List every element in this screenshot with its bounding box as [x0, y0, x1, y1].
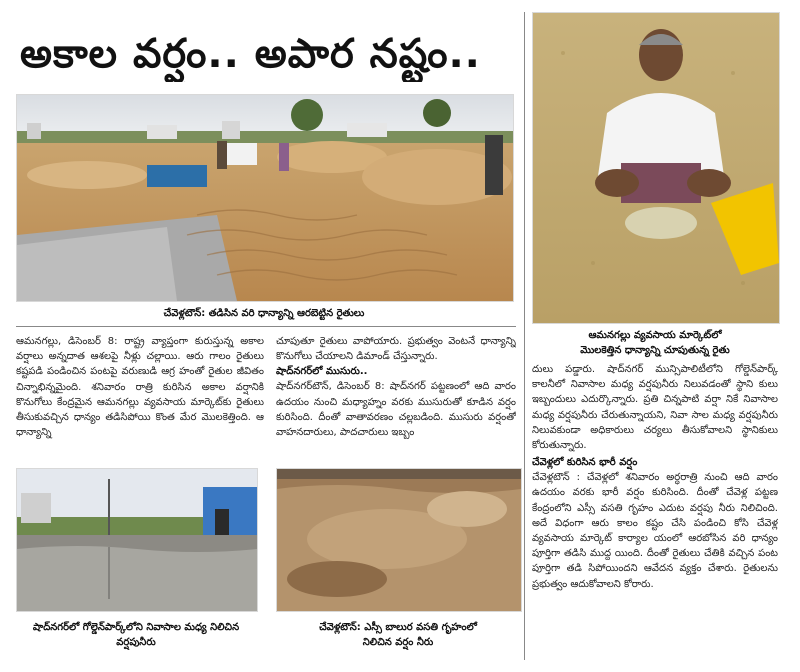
caption-right-line-2: మొలకెత్తిన ధాన్యాన్ని చూపుతున్న రైతు: [580, 345, 730, 356]
photo-farmer-sprouted-grain: [532, 12, 780, 324]
drying-paddy-image: [17, 95, 513, 301]
col2-paragraph-1: చూపుతూ రైతులు వాపోయారు. ప్రభుత్వం వెంటనే ధాన్యాన్ని కొనుగోలు చేయాలని డిమాండ్ చేస్తున్నారు.: [276, 336, 516, 363]
waterlogged-colony-image: [17, 469, 257, 611]
article-column-3: [532, 362, 778, 658]
caption-bottom-mid-line-1: చేవెళ్లటౌన్: ఎస్సీ బాలుర వసతి గృహంలో: [319, 622, 477, 633]
col2-subheading: షాద్‌నగర్‌లో ముసురు..: [276, 366, 368, 378]
caption-bottom-mid-line-2: నిలిచిన వర్షం నీరు: [362, 637, 434, 648]
divider-caption-top: [16, 326, 516, 327]
caption-bottom-left-line-1: షాద్‌నగర్‌లో గోల్డెన్‌పార్క్‌లోని నివాసాల మధ్య నిలిచిన: [32, 622, 240, 633]
photo-waterlogged-hostel: [276, 468, 522, 612]
caption-bottom-mid-photo: [276, 620, 520, 650]
article-column-2: [276, 334, 516, 460]
caption-right-photo: [532, 328, 778, 358]
farmer-image: [533, 13, 779, 323]
photo-drying-paddy: [16, 94, 514, 302]
col3-paragraph-2: చేవెళ్లటౌన్ : చేవెళ్లలో శనివారం అర్ధరాత్రి నుంచి ఆది వారం ఉదయం వరకు భారీ వర్షం కురిసింది. దీంతో చేవెళ్ల పట్టణ కేంద్రంలోని ఎస్సీ వసతి గృహం ఎదుట వర్షపు నీరు నిలిచింది. అదే విధంగా ఆరు కాలం కష్టం చేసి పండించి కోసి చేవెళ్ల వ్యవసాయ మార్కెట్ కార్యాల యంలో ఆరబోసిన వరి ధాన్యం పూర్తిగా తడిసి ముద్ద యింది. దీంతో రైతులు చేతికి వచ్చిన పంట పూర్తిగా తడి సిపోయిందని ఆవేదన వ్యక్తం చేశారు. రైతులను ప్రభుత్వం ఆదుకోవాలని కోరారు.: [532, 472, 778, 590]
caption-bottom-left-line-2: వర్షపునీరు: [116, 637, 156, 648]
caption-right-line-1: ఆమనగల్లు వ్యవసాయ మార్కెట్‌లో: [588, 330, 722, 341]
col2-paragraph-2: షాద్‌నగర్‌టౌన్, డిసెంబర్ 8: షాద్‌నగర్ పట్టణంలో ఆది వారం ఉదయం నుంచి మధ్యాహ్నం వరకు ముసురుతో కూడిన వర్షం కురిసింది. దీంతో వాతావరణం చల్లబడింది. ముసురు వర్షంతో వాహనదారులు, పాదచారులు ఇబ్బం: [276, 381, 516, 439]
waterlogged-hostel-image: [277, 469, 521, 611]
divider-right-column: [524, 12, 525, 660]
article-column-1: ఆమనగల్లు, డిసెంబర్ 8: రాష్ట్ర వ్యాప్తంగా కురుస్తున్న అకాల వర్షాలు అన్నదాత ఆశలపై నీళ్లు చల్లాయి. ఆరు గాలం రైతులు కష్టపడి పండించిన పంటపై వరుణుడి ఆగ్ర హంతో రైతుల జీవితం చిన్నాభిన్నమైంది. శనివారం రాత్రి కురిసిన అకాల వర్షానికి కొనుగోలు కేంద్రమైన ఆమనగల్లు వ్యవసాయ మార్కెట్‌కు రైతులు తీసుకువచ్చిన ధాన్యం తడిసిపోయి కొంత మేర మొలకెత్తింది. ఆ ధాన్యాన్ని: [16, 336, 264, 439]
caption-bottom-left-photo: [16, 620, 256, 650]
caption-top-photo: చేవెళ్లటౌన్: తడిసిన వరి ధాన్యాన్ని ఆరబెట్టిన రైతులు: [163, 308, 365, 319]
photo-waterlogged-colony: [16, 468, 258, 612]
col3-subheading: చేవెళ్లలో కురిసిన భారీ వర్షం: [532, 457, 638, 469]
col3-paragraph-1: దులు పడ్డారు. షాద్‌నగర్ మున్సిపాలిటీలోని గోల్డెన్‌పార్క్ కాలనీలో నివాసాల మధ్య వర్షపునీరు నిలువడంతో స్థాని కులు ఇబ్బందులు ఎదుర్కొన్నారు. ప్రతి చిన్నపాటి వర్షా నికే నివాసాల మధ్య వర్షపునీరు చేరుతున్నాయని, నివా సాల మధ్య వర్షపునీరు నిలువకుండా అధికారులు చర్యలు తీసుకోవాలని స్థానికులు కోరుతున్నారు.: [532, 364, 778, 452]
headline: అకాల వర్షం.. అపార నష్టం..: [20, 31, 481, 77]
